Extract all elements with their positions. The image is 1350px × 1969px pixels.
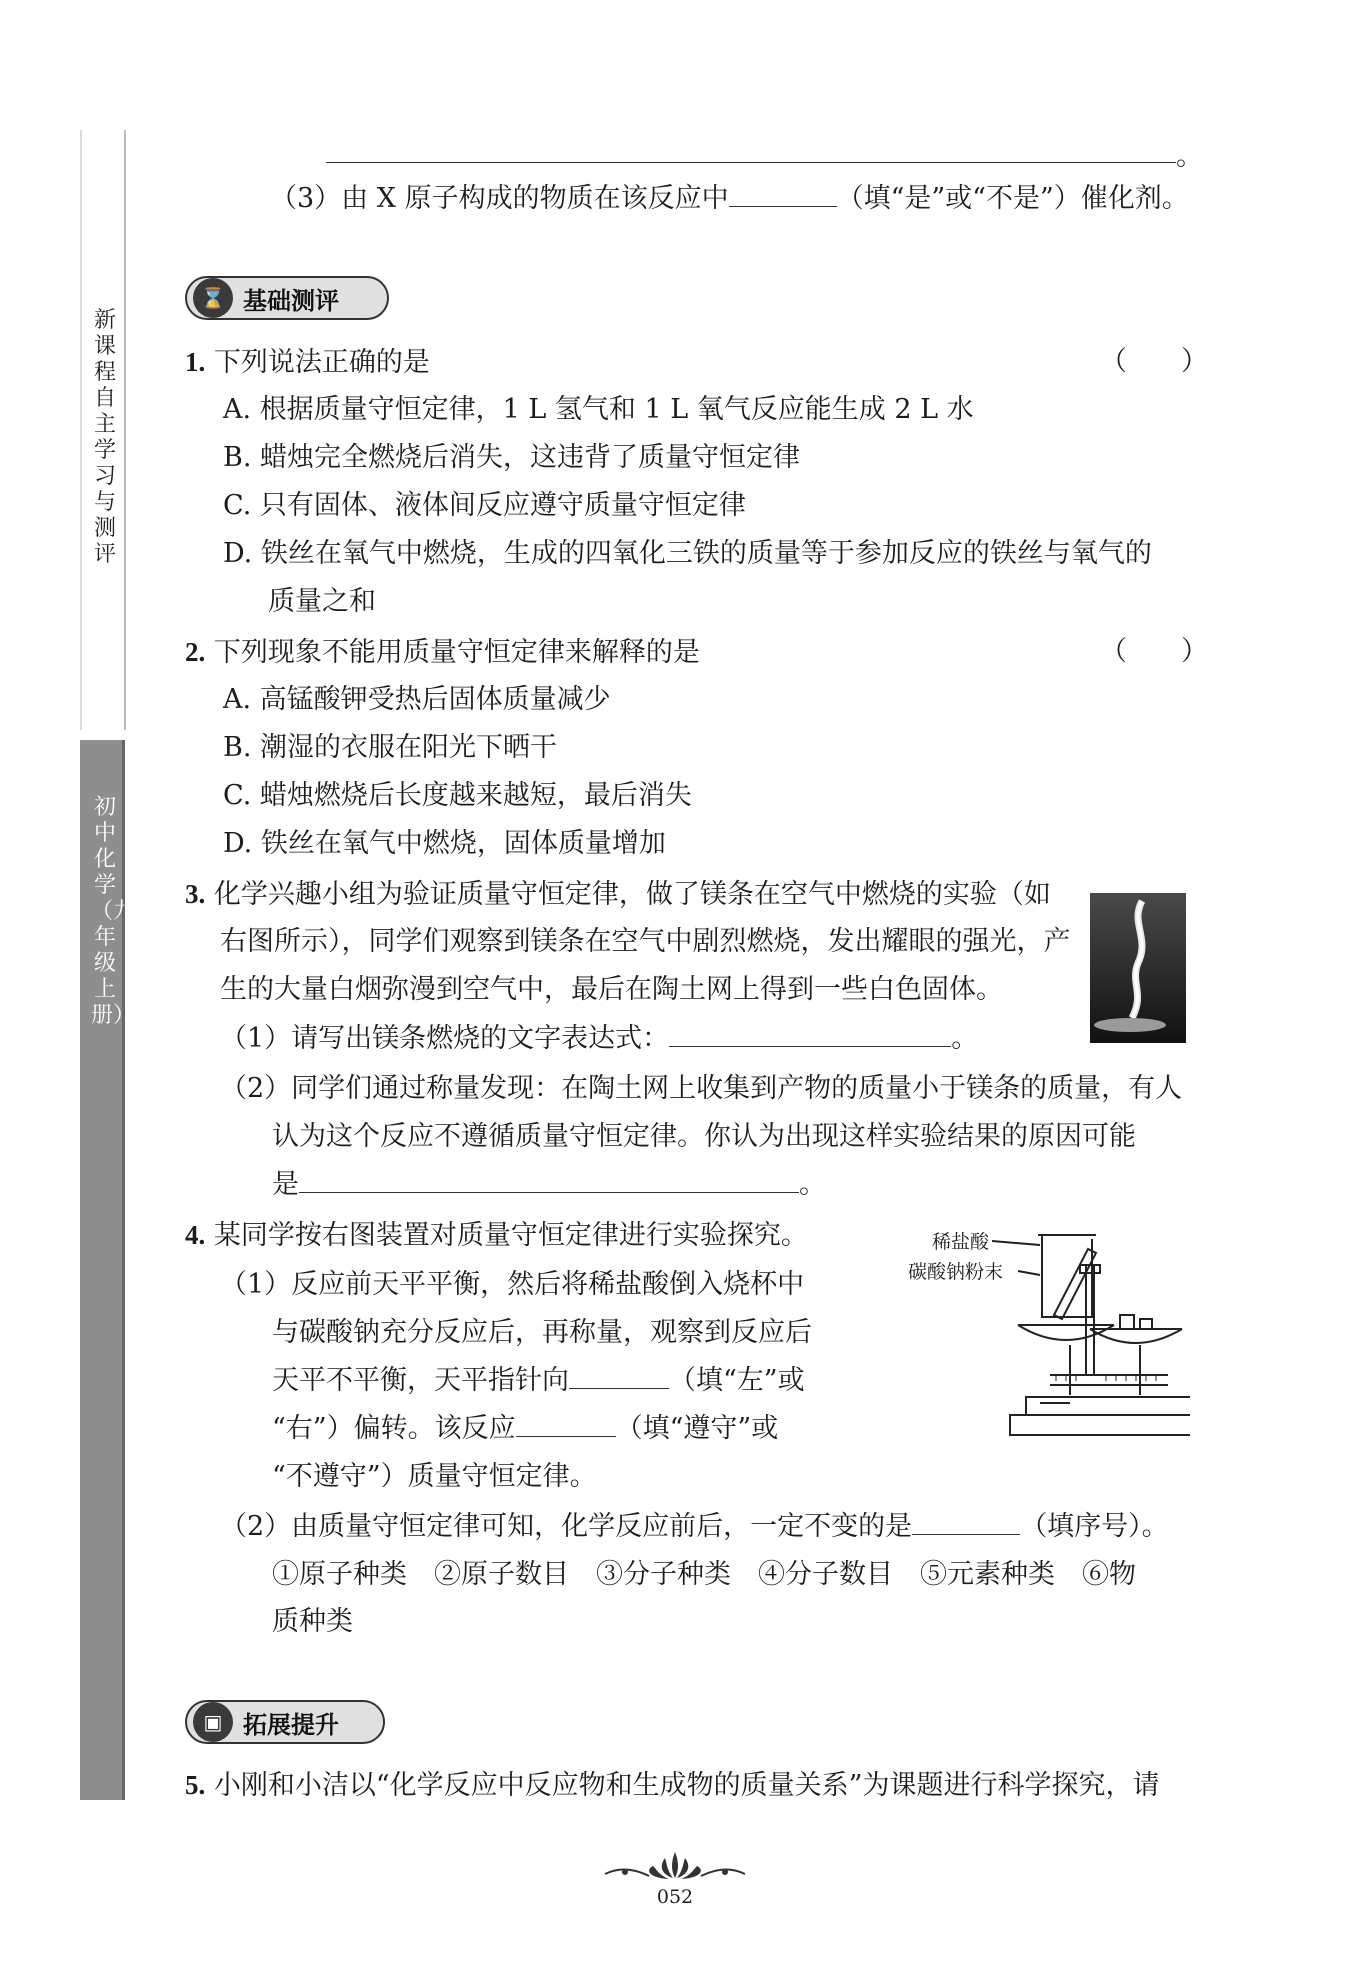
question-1: 1. 下列说法正确的是: [185, 347, 430, 378]
question-3-part2-line2: 认为这个反应不遵循质量守恒定律。你认为出现这样实验结果的原因可能: [272, 1121, 1136, 1152]
top-end-mark: 。: [1176, 141, 1203, 172]
section-title: 拓展提升: [243, 1710, 339, 1739]
option-d-cont: 质量之和: [268, 586, 376, 617]
question-4-part2: （2）由质量守恒定律可知，化学反应前后，一定不变的是 （填序号）。: [220, 1511, 1169, 1542]
option-c: C. 蜡烛燃烧后长度越来越短，最后消失: [223, 780, 692, 811]
question-4-part1: （1）反应前天平平衡，然后将稀盐酸倒入烧杯中: [220, 1269, 805, 1300]
top-q3-line: （3）由 X 原子构成的物质在该反应中 （填“是”或“不是”）催化剂。: [270, 183, 1189, 214]
question-4: 4. 某同学按右图装置对质量守恒定律进行实验探究。: [185, 1220, 808, 1251]
option-a: A. 高锰酸钾受热后固体质量减少: [223, 684, 611, 715]
hourglass-icon: ⌛: [193, 278, 233, 318]
question-3-part2: （2）同学们通过称量发现：在陶土网上收集到产物的质量小于镁条的质量，有人: [220, 1073, 1183, 1104]
question-2: 2. 下列现象不能用质量守恒定律来解释的是: [185, 637, 700, 668]
question-3-part2-line3: 是 。: [272, 1169, 826, 1200]
label-sodium-carbonate: 碳酸钠粉末: [908, 1261, 1004, 1283]
question-4-options-line2: 质种类: [272, 1606, 353, 1637]
page-number: 052: [656, 1886, 694, 1908]
question-4-part1-line3: 天平不平衡，天平指针向 （填“左”或: [272, 1365, 805, 1396]
magnesium-burning-photo: [1090, 893, 1186, 1043]
option-b: B. 潮湿的衣服在阳光下晒干: [223, 732, 558, 763]
section-banner-basic: [185, 276, 389, 320]
section-banner-extension: [185, 1700, 385, 1744]
option-b: B. 蜡烛完全燃烧后消失，这违背了质量守恒定律: [223, 442, 801, 473]
question-4-options: ①原子种类 ②原子数目 ③分子种类 ④分子数目 ⑤元素种类 ⑥物: [272, 1559, 1136, 1590]
balance-figure: [908, 1225, 1190, 1440]
question-4-part1-line4: “右”）偏转。该反应 （填“遵守”或: [272, 1413, 779, 1444]
floppy-disk-icon: ▣: [193, 1702, 233, 1742]
question-4-part1-line5: “不遵守”）质量守恒定律。: [272, 1461, 597, 1492]
question-3-part1: （1）请写出镁条燃烧的文字表达式： 。: [220, 1023, 979, 1054]
option-d: D. 铁丝在氧气中燃烧，生成的四氧化三铁的质量等于参加反应的铁丝与氧气的: [223, 538, 1152, 569]
footer-ornament-icon: [595, 1848, 755, 1882]
option-a: A. 根据质量守恒定律，1 L 氢气和 1 L 氧气反应能生成 2 L 水: [223, 394, 974, 425]
sidebar-subject-label: 初中化学（九年级上册）: [91, 795, 136, 1028]
balance-drawing: [930, 1225, 1190, 1440]
flame-image: [1090, 893, 1186, 1043]
answer-paren: （ ）: [1100, 636, 1208, 667]
question-5: 5. 小刚和小洁以“化学反应中反应物和生成物的质量关系”为课题进行科学探究，请: [185, 1770, 1160, 1801]
option-d: D. 铁丝在氧气中燃烧，固体质量增加: [223, 828, 666, 859]
sidebar-book-title: 新课程自主学习与测评: [93, 308, 116, 567]
question-3-line2: 右图所示），同学们观察到镁条在空气中剧烈燃烧，发出耀眼的强光，产: [220, 926, 1071, 957]
question-3: 3. 化学兴趣小组为验证质量守恒定律，做了镁条在空气中燃烧的实验（如: [185, 879, 1051, 910]
section-title: 基础测评: [243, 286, 339, 315]
question-4-part1-line2: 与碳酸钠充分反应后，再称量，观察到反应后: [272, 1317, 812, 1348]
label-hydrochloric-acid: 稀盐酸: [932, 1231, 990, 1253]
answer-paren: （ ）: [1100, 346, 1208, 377]
question-3-line3: 生的大量白烟弥漫到空气中，最后在陶土网上得到一些白色固体。: [220, 974, 1003, 1005]
answer-line-top: [326, 162, 1176, 163]
option-c: C. 只有固体、液体间反应遵守质量守恒定律: [223, 490, 746, 521]
